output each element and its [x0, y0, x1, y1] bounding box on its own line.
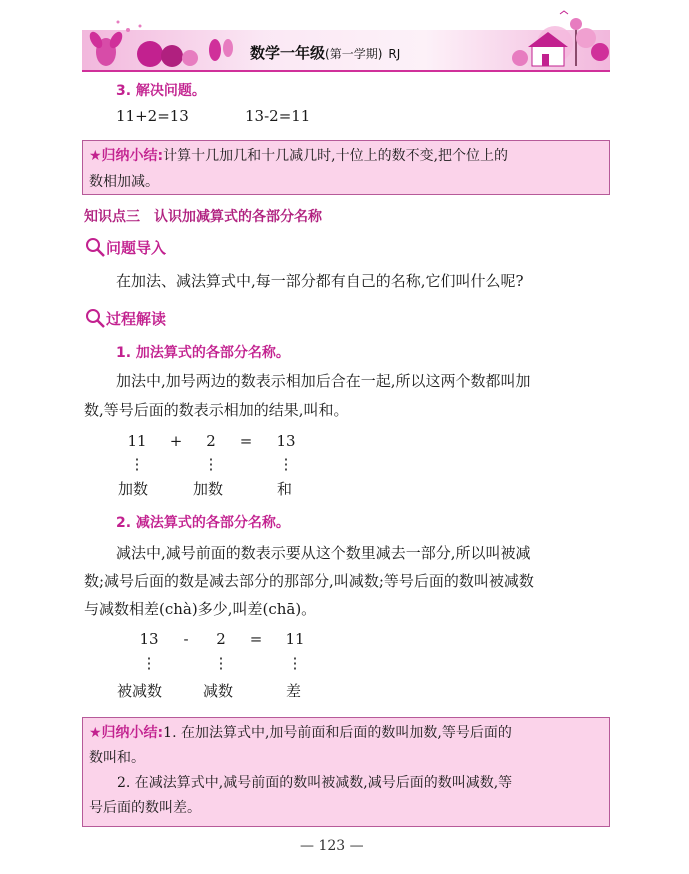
dots-minuend: ⋮	[141, 654, 157, 672]
process-heading: 过程解读	[106, 310, 167, 328]
subtraction-line-1: 减法中,减号前面的数表示要从这个数里减去一部分,所以叫被减	[116, 544, 531, 562]
book-term: (第一学期)	[325, 47, 383, 61]
addend-1-name: 加数	[118, 480, 149, 498]
difference-name: 差	[286, 682, 302, 700]
minuend-name: 被减数	[117, 682, 163, 700]
problem-heading: 3. 解决问题。	[116, 83, 206, 99]
book-title: 数学一年级	[250, 44, 326, 62]
summary-text-2: 数相加减。	[89, 174, 159, 190]
plus-sign: +	[169, 432, 183, 450]
dots-addend-1: ⋮	[129, 455, 145, 473]
addition-line-2: 数,等号后面的数表示相加的结果,叫和。	[84, 401, 349, 419]
subtrahend-name: 减数	[203, 682, 234, 700]
sum-name: 和	[277, 480, 293, 498]
summary2-line-1: 1. 在加法算式中,加号前面和后面的数叫加数,等号后面的	[163, 725, 512, 741]
addend-1-value: 11	[127, 432, 147, 450]
addend-2-value: 2	[206, 432, 216, 450]
subtraction-line-3: 与减数相差(chà)多少,叫差(chā)。	[84, 600, 317, 618]
header-rule	[82, 70, 610, 72]
knowledge-point-title: 知识点三 认识加减算式的各部分名称	[84, 209, 322, 225]
sum-value: 13	[276, 432, 296, 450]
summary-box-1	[82, 140, 610, 195]
magnifier-icon-2	[84, 307, 106, 329]
summary-label-2: ★归纳小结:	[89, 725, 164, 741]
subtraction-heading: 2. 减法算式的各部分名称。	[116, 515, 290, 531]
dots-addend-2: ⋮	[203, 455, 219, 473]
summary-box-2	[82, 717, 610, 827]
minus-sign: -	[183, 630, 189, 648]
problem-expr-1: 11+2=13	[116, 107, 189, 125]
summary-label: ★归纳小结:	[89, 148, 164, 164]
intro-heading: 问题导入	[106, 239, 167, 257]
subtrahend-value: 2	[216, 630, 226, 648]
minuend-value: 13	[139, 630, 159, 648]
book-edition: RJ	[388, 47, 401, 61]
header-title	[250, 42, 400, 63]
summary-text-1: 计算十几加几和十几减几时,十位上的数不变,把个位上的	[163, 148, 509, 164]
page-number: — 123 —	[300, 838, 364, 854]
intro-text: 在加法、减法算式中,每一部分都有自己的名称,它们叫什么呢?	[116, 272, 524, 290]
dots-difference: ⋮	[287, 654, 303, 672]
dots-sum: ⋮	[278, 455, 294, 473]
equals-sign-2: =	[249, 630, 263, 648]
addition-line-1: 加法中,加号两边的数表示相加后合在一起,所以这两个数都叫加	[116, 372, 531, 390]
subtraction-line-2: 数;减号后面的数是减去部分的那部分,叫减数;等号后面的数叫被减数	[84, 572, 534, 590]
summary2-line-4: 号后面的数叫差。	[89, 800, 201, 816]
difference-value: 11	[285, 630, 305, 648]
addition-heading: 1. 加法算式的各部分名称。	[116, 345, 290, 361]
problem-expr-2: 13-2=11	[245, 107, 311, 125]
dots-subtrahend: ⋮	[213, 654, 229, 672]
summary2-line-3: 2. 在减法算式中,减号前面的数叫被减数,减号后面的数叫减数,等	[117, 775, 513, 791]
magnifier-icon	[84, 236, 106, 258]
addend-2-name: 加数	[193, 480, 224, 498]
equals-sign: =	[239, 432, 253, 450]
summary2-line-2: 数叫和。	[89, 750, 145, 766]
